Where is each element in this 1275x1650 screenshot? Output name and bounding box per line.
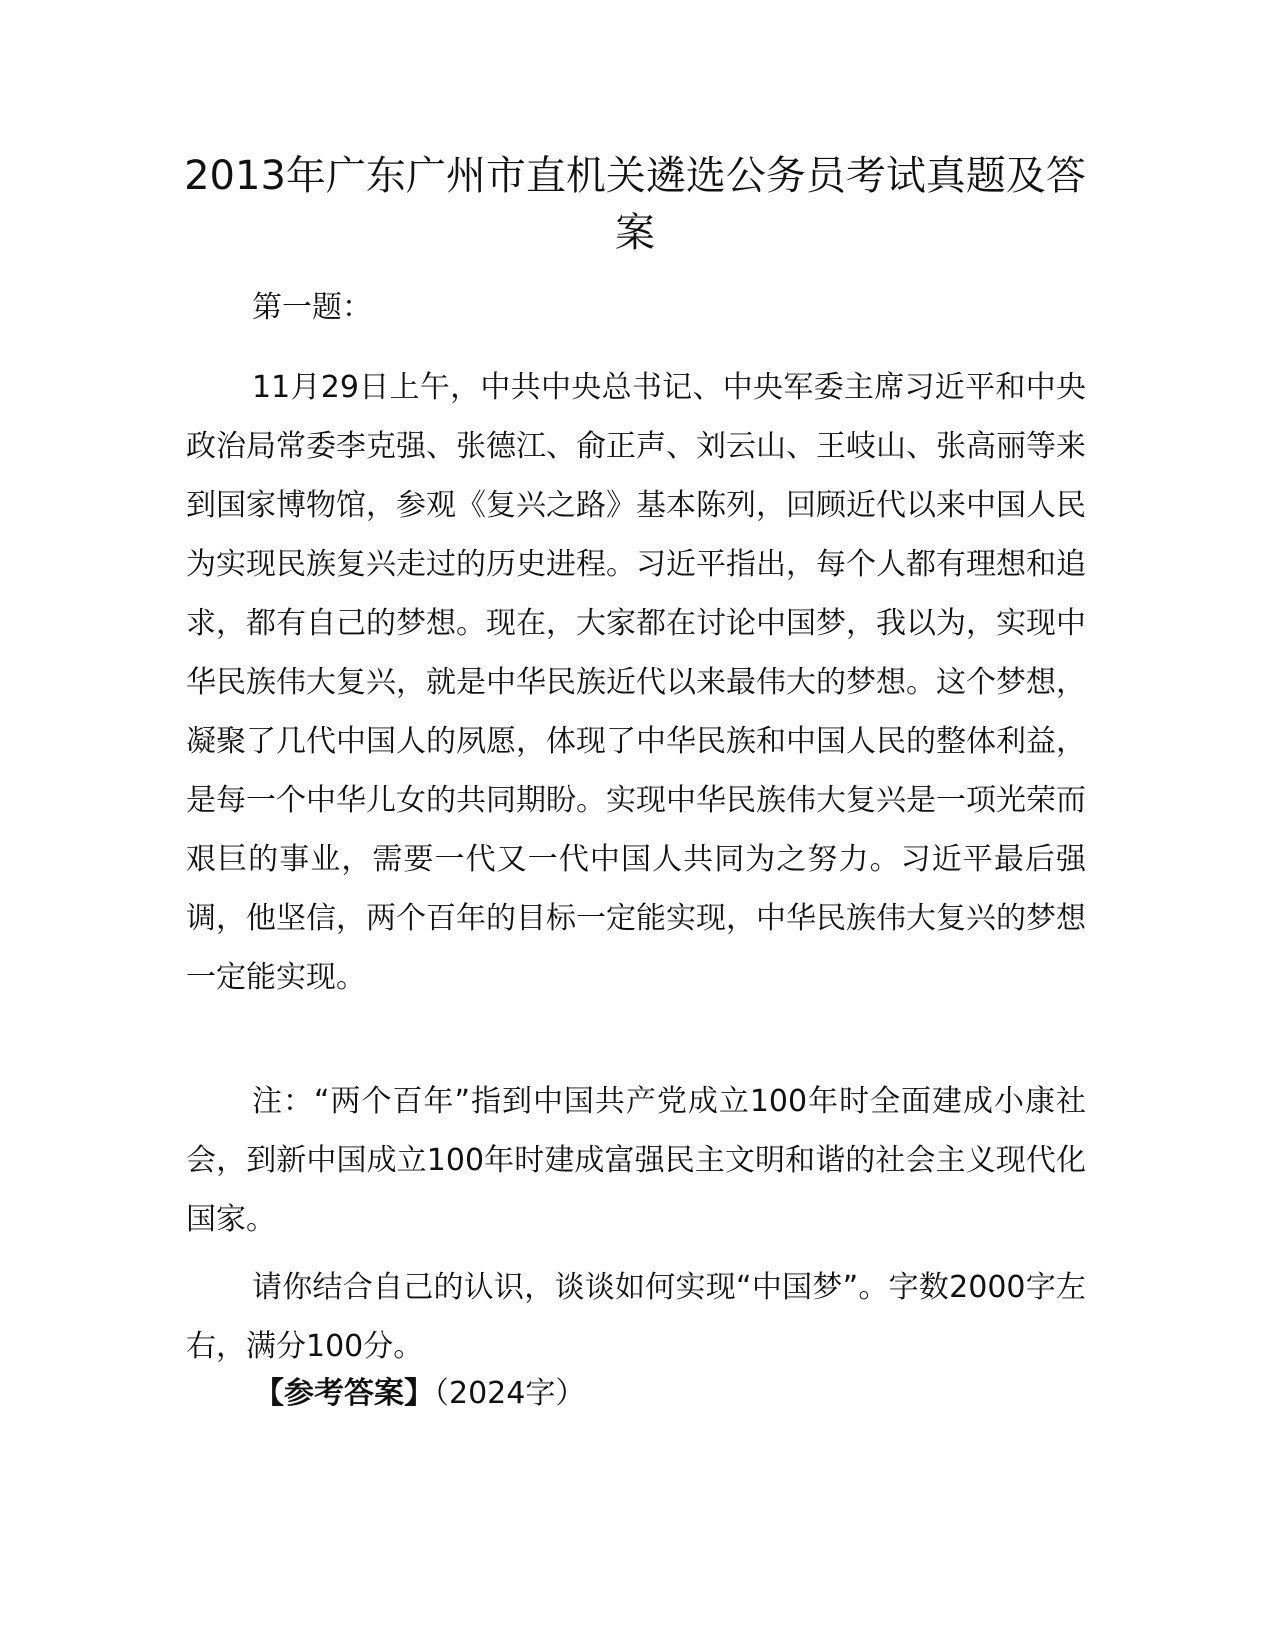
answer-word-count: （2024字）	[434, 1376, 586, 1411]
material-paragraph: 11月29日上午，中共中央总书记、中央军委主席习近平和中央政治局常委李克强、张德江、俞正声、刘云山、王岐山、张高丽等来到国家博物馆，参观《复兴之路》基本陈列，回顾近代以来中国人民为实现民族复兴走过的历史进程。习近平指出，每个人都有理想和追求，都有自己的梦想。现在，大家都在讨论中国梦，我以为，实现中华民族伟大复兴，就是中华民族近代以来最伟大的梦想。这个梦想，凝聚了几代中国人的夙愿，体现了中华民族和中国人民的整体利益，是每一个中华儿女的共同期盼。实现中华民族伟大复兴是一项光荣而艰巨的事业，需要一代又一代中国人共同为之努力。习近平最后强调，他坚信，两个百年的目标一定能实现，中华民族伟大复兴的梦想一定能实现。	[186, 370, 1086, 995]
task-paragraph: 请你结合自己的认识，谈谈如何实现“中国梦”。字数2000字左右，满分100分。	[186, 1270, 1086, 1364]
document-title: 2013年广东广州市直机关遴选公务员考试真题及答案	[184, 153, 1086, 256]
answer-heading	[254, 1374, 585, 1414]
note-paragraph: 注：“两个百年”指到中国共产党成立100年时全面建成小康社会，到新中国成立100年时建成富强民主文明和谐的社会主义现代化国家。	[186, 1084, 1086, 1237]
question-label: 第一题：	[252, 290, 372, 325]
reference-answer-label: 【参考答案】	[254, 1376, 434, 1411]
